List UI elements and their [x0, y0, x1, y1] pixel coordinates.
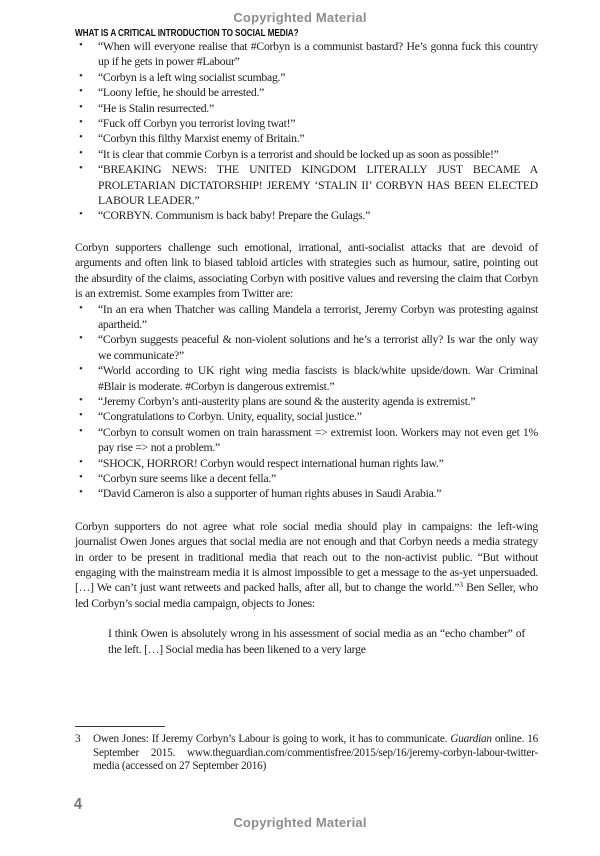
tweet-quote: “Corbyn sure seems like a decent fella.”	[98, 471, 276, 485]
tweet-quote: “Corbyn suggests peaceful & non-violent solutions and he’s a terrorist ally? Is war the only way we communicate?”	[98, 333, 538, 362]
bullet-icon: •	[79, 208, 83, 221]
bullet-icon: •	[79, 455, 83, 468]
tweet-quote: “David Cameron is also a supporter of human rights abuses in Saudi Arabia.”	[98, 487, 442, 501]
tweet-list-item	[75, 363, 538, 394]
tweet-list-item	[75, 131, 538, 146]
tweet-list-item	[75, 471, 538, 486]
bullet-icon: •	[79, 85, 83, 98]
bullet-icon: •	[79, 162, 83, 175]
page-content	[75, 39, 538, 657]
tweet-list-item	[75, 116, 538, 131]
tweet-quote: “World according to UK right wing media fascists is black/white upside/down. War Criminal #Blair is moderate. #Corbyn is dangerous extremist.”	[98, 364, 538, 393]
tweet-list-item	[75, 147, 538, 162]
bullet-icon: •	[79, 131, 83, 144]
tweet-list-item	[75, 302, 538, 333]
paragraph-supporters-challenge: Corbyn supporters challenge such emotional, irrational, anti-socialist attacks that are devoid of arguments and often link to biased tabloid articles with strategies such as humour, satire, pointing out the absurdity of the claims, associating Corbyn with positive values and reversing the claim that Corbyn is an extremist. Some examples from Twitter are:	[75, 240, 538, 301]
tweet-list-item	[75, 101, 538, 116]
tweet-list-item	[75, 39, 538, 70]
footnote-text: Owen Jones: If Jeremy Corbyn’s Labour is going to work, it has to communicate.	[93, 733, 451, 745]
bullet-icon: •	[79, 116, 83, 129]
tweet-list-item	[75, 85, 538, 100]
tweet-quote: “He is Stalin resurrected.”	[98, 101, 214, 115]
bullet-icon: •	[79, 100, 83, 113]
tweet-quote: “Corbyn this filthy Marxist enemy of Britain.”	[98, 132, 305, 146]
tweet-list-supporters	[75, 302, 538, 502]
tweet-quote: “Corbyn to consult women on train harassment => extremist loon. Workers may not even get 1% pay rise => not a problem.”	[98, 425, 538, 455]
bullet-icon: •	[79, 424, 83, 437]
tweet-quote: “Fuck off Corbyn you terrorist loving twat!”	[98, 117, 296, 131]
bullet-icon: •	[79, 470, 83, 483]
tweet-quote: “CORBYN. Communism is back baby! Prepare the Gulags.”	[98, 209, 371, 223]
tweet-list-item	[75, 394, 538, 409]
footnote-divider	[75, 726, 165, 727]
tweet-quote: “When will everyone realise that #Corbyn is a communist bastard? He’s gonna fuck this country up if he gets in power #Labour”	[98, 40, 538, 69]
footnote	[75, 733, 538, 774]
footnote-number: 3	[75, 733, 81, 745]
tweet-list-item	[75, 425, 538, 456]
bullet-icon: •	[79, 146, 83, 159]
tweet-list-item	[75, 486, 538, 501]
footnote-reference: 3	[459, 580, 463, 590]
paragraph-text: Ben Seller, who led Corbyn’s social media campaign, objects to Jones:	[75, 581, 539, 610]
running-head: WHAT IS A CRITICAL INTRODUCTION TO SOCIAL MEDIA?	[75, 28, 299, 39]
copyright-notice-bottom: Copyrighted Material	[233, 815, 367, 830]
tweet-quote: “Corbyn is a left wing socialist scumbag.”	[98, 70, 286, 84]
tweet-quote: “Loony leftie, he should be arrested.”	[98, 86, 265, 100]
tweet-quote: “In an era when Thatcher was calling Mandela a terrorist, Jeremy Corbyn was protesting against apartheid.”	[98, 302, 538, 331]
tweet-list-item	[75, 332, 538, 363]
bullet-icon: •	[79, 301, 83, 314]
footnote-text: online. 16 September 2015. www.theguardian.com/commentisfree/2015/sep/16/jeremy-corbyn-labour-twitter-media (accessed on 27 September 2016)	[93, 733, 538, 773]
paragraph-campaign-role	[75, 519, 538, 611]
tweet-quote: “It is clear that commie Corbyn is a terrorist and should be locked up as soon as possible!”	[98, 147, 499, 161]
blockquote-ben-seller: I think Owen is absolutely wrong in his assessment of social media as an “echo chamber” of the left. […] Social media has been likened to a very large	[108, 627, 525, 656]
bullet-icon: •	[79, 39, 83, 51]
tweet-list-item	[75, 70, 538, 85]
bullet-icon: •	[79, 332, 83, 345]
bullet-icon: •	[79, 486, 83, 499]
bullet-icon: •	[79, 409, 83, 422]
tweet-quote: “BREAKING NEWS: THE UNITED KINGDOM LITERALLY JUST BECAME A PROLETARIAN DICTATORSHIP! JEREMY ‘STALIN II’ CORBYN HAS BEEN ELECTED LABOUR LEADER.”	[98, 163, 538, 208]
tweet-quote: “Congratulations to Corbyn. Unity, equality, social justice.”	[98, 410, 362, 424]
bullet-icon: •	[79, 69, 83, 82]
tweet-list-item	[75, 409, 538, 424]
tweet-quote: “Jeremy Corbyn’s anti-austerity plans are sound & the austerity agenda is extremist.”	[98, 394, 476, 408]
paragraph-text: Corbyn supporters do not agree what role social media should play in campaigns: the left-wing journalist Owen Jones argues that social media are not enough and that Corbyn needs a media strategy in order to be present in traditional media that reach out to the non-activist public. “But without engaging with the mainstream media it is almost impossible to get a message to the as-yet unpersuaded. […] We can’t just want retweets and packed halls, after all, but to change the world.”	[75, 519, 538, 595]
bullet-icon: •	[79, 393, 83, 406]
footnote-source-title: Guardian	[450, 733, 492, 745]
tweet-quote: “SHOCK, HORROR! Corbyn would respect international human rights law.”	[98, 456, 444, 470]
page-number: 4	[74, 796, 83, 813]
tweet-list-item	[75, 162, 538, 208]
copyright-notice-top: Copyrighted Material	[233, 10, 367, 25]
tweet-list-critics	[75, 39, 538, 224]
tweet-list-item	[75, 456, 538, 471]
bullet-icon: •	[79, 363, 83, 376]
tweet-list-item	[75, 208, 538, 223]
